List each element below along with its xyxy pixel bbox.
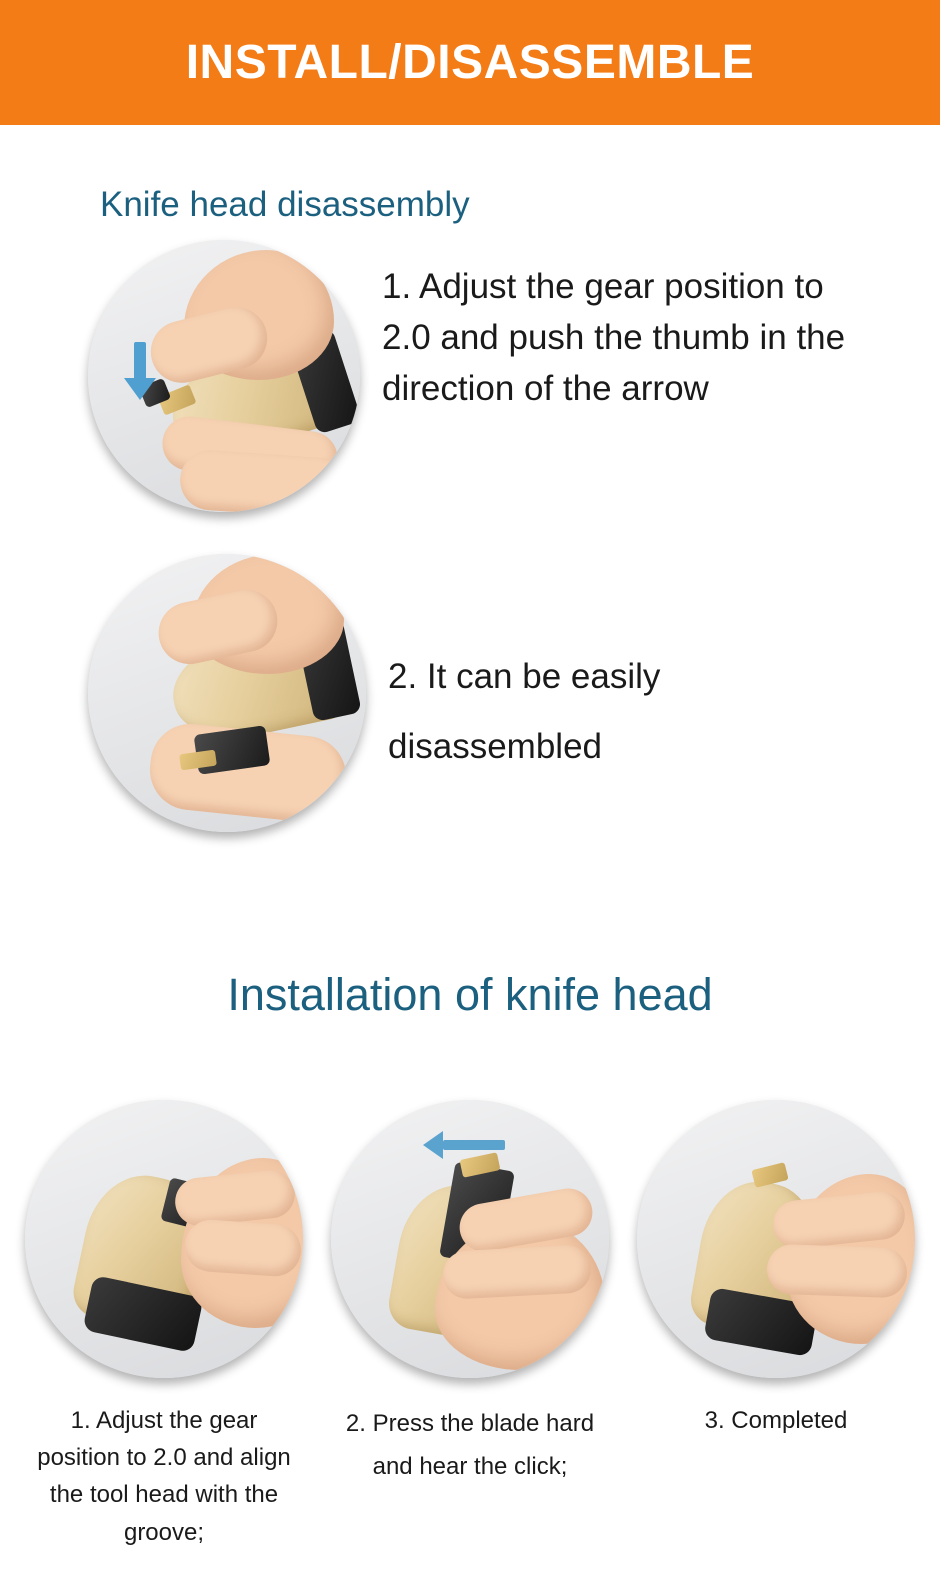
disassembly-step-2 — [0, 554, 940, 832]
photo-scene — [88, 240, 360, 512]
photo-scene — [25, 1100, 303, 1378]
disassembly-step-2-text: 2. It can be easily disassembled — [388, 657, 661, 766]
installation-step-3 — [630, 1100, 922, 1551]
arrow-left-head-icon — [423, 1131, 443, 1159]
installation-step-2-caption: 2. Press the blade hard and hear the click; — [345, 1410, 595, 1481]
installation-step-1-caption: 1. Adjust the gear position to 2.0 and align the tool head with the groove; — [37, 1407, 291, 1546]
blade-tab — [751, 1162, 788, 1188]
arrow-down-head-icon — [124, 378, 156, 400]
header-banner — [0, 0, 940, 125]
section-heading-knife-head-disassembly: Knife head disassembly — [100, 185, 470, 224]
installation-step-3-image — [637, 1100, 915, 1378]
disassembly-step-1 — [0, 240, 940, 512]
page-title: INSTALL/DISASSEMBLE — [185, 35, 755, 89]
installation-step-3-caption: 3. Completed — [704, 1407, 848, 1434]
arrow-left-icon — [443, 1140, 505, 1150]
lower-hand — [178, 448, 352, 512]
arrow-down-icon — [134, 342, 146, 380]
installation-step-1-image — [25, 1100, 303, 1378]
disassembly-step-1-text: 1. Adjust the gear position to 2.0 and push the thumb in the direction of the arrow — [382, 267, 846, 408]
middle-finger — [442, 1244, 592, 1300]
installation-steps — [0, 1100, 940, 1551]
installation-step-2-image — [331, 1100, 609, 1378]
disassembly-step-2-image — [88, 554, 366, 832]
middle-finger — [766, 1244, 908, 1299]
disassembly-step-1-image — [88, 240, 360, 512]
thumb — [183, 1218, 302, 1278]
installation-step-2 — [324, 1100, 616, 1551]
section-heading-installation-of-knife-head: Installation of knife head — [227, 969, 713, 1020]
photo-scene — [331, 1100, 609, 1378]
photo-scene — [637, 1100, 915, 1378]
installation-step-1 — [18, 1100, 310, 1551]
photo-scene — [88, 554, 366, 832]
